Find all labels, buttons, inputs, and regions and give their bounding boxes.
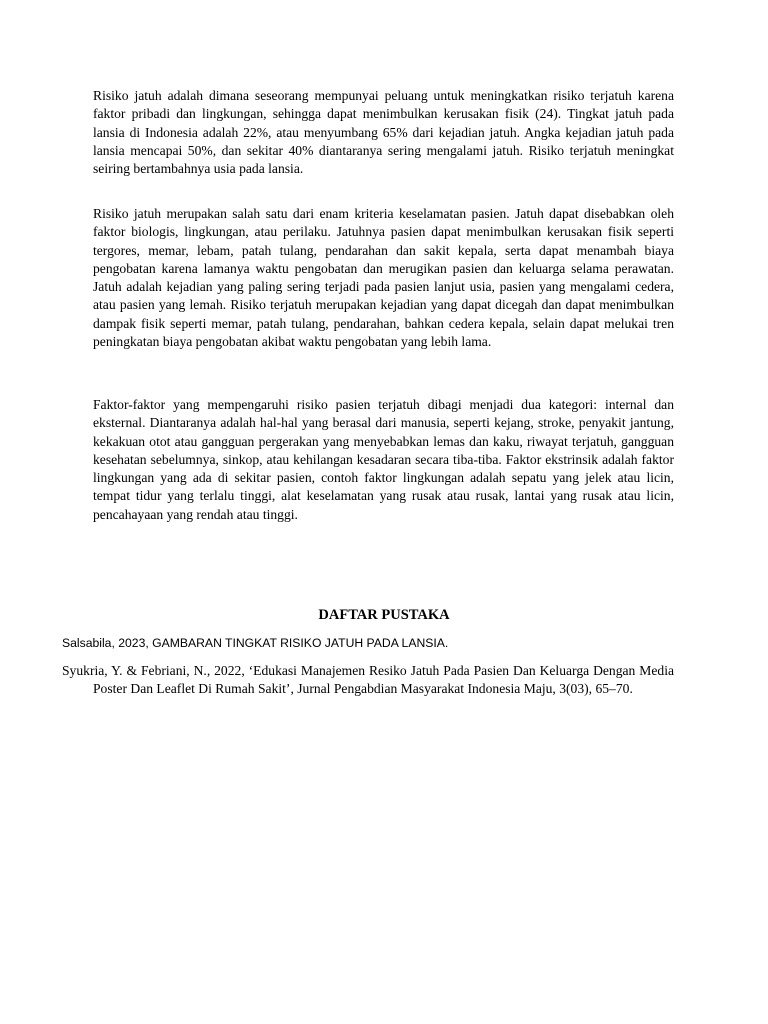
body-paragraph-2: Risiko jatuh merupakan salah satu dari enam kriteria keselamatan pasien. Jatuh dapat disebabkan oleh faktor biologis, lingkungan, atau perilaku. Jatuhnya pasien dapat menimbulkan kerusakan fisik seperti tergores, memar, lebam, patah tulang, pendarahan dan sakit kepala, serta dapat menambah biaya pengobatan karena lamanya waktu pengobatan dan merugikan pasien dan keluarga selama perawatan. Jatuh adalah kejadian yang paling sering terjadi pada pasien lanjut usia, pasien yang mengalami cedera, atau pasien yang lemah. Risiko terjatuh merupakan kejadian yang dapat dicegah dan dapat menimbulkan dampak fisik seperti memar, patah tulang, pendarahan, bahkan cedera kepala, selain dapat melukai tren peningkatan biaya pengobatan akibat waktu pengobatan yang lebih lama. [93, 206, 674, 350]
body-paragraph-3: Faktor-faktor yang mempengaruhi risiko pasien terjatuh dibagi menjadi dua kategori: internal dan eksternal. Diantaranya adalah hal-hal yang berasal dari manusia, seperti kejang, stroke, penyakit jantung, kekakuan otot atau gangguan pergerakan yang menyebabkan lemas dan kaku, riwayat terjatuh, gangguan kesehatan sebelumnya, sinkop, atau kehilangan kesadaran secara tiba-tiba. Faktor ekstrinsik adalah faktor lingkungan yang ada di sekitar pasien, contoh faktor lingkungan adalah sepatu yang jelek atau licin, tempat tidur yang terlalu tinggi, alat keselamatan yang rusak atau rusak, lantai yang rusak atau licin, pencahayaan yang rendah atau tinggi. [93, 397, 674, 522]
references-heading: DAFTAR PUSTAKA [318, 607, 450, 623]
reference-entry-2: Syukria, Y. & Febriani, N., 2022, ‘Edukasi Manajemen Resiko Jatuh Pada Pasien Dan Keluarga Dengan Media Poster Dan Leaflet Di Rumah Sakit’, Jurnal Pengabdian Masyarakat Indonesia Maju, 3(03), 65–70. [62, 663, 674, 697]
body-paragraph-1: Risiko jatuh adalah dimana seseorang mempunyai peluang untuk meningkatkan risiko terjatuh karena faktor pribadi dan lingkungan, sehingga dapat menimbulkan kerusakan fisik (24). Tingkat jatuh pada lansia di Indonesia adalah 22%, atau menyumbang 65% dari kejadian jatuh. Angka kejadian jatuh pada lansia mencapai 50%, dan sekitar 40% diantaranya sering mengalami jatuh. Risiko terjatuh meningkat seiring bertambahnya usia pada lansia. [93, 88, 674, 177]
reference-entry-1: Salsabila, 2023, GAMBARAN TINGKAT RISIKO JATUH PADA LANSIA. [62, 636, 449, 650]
